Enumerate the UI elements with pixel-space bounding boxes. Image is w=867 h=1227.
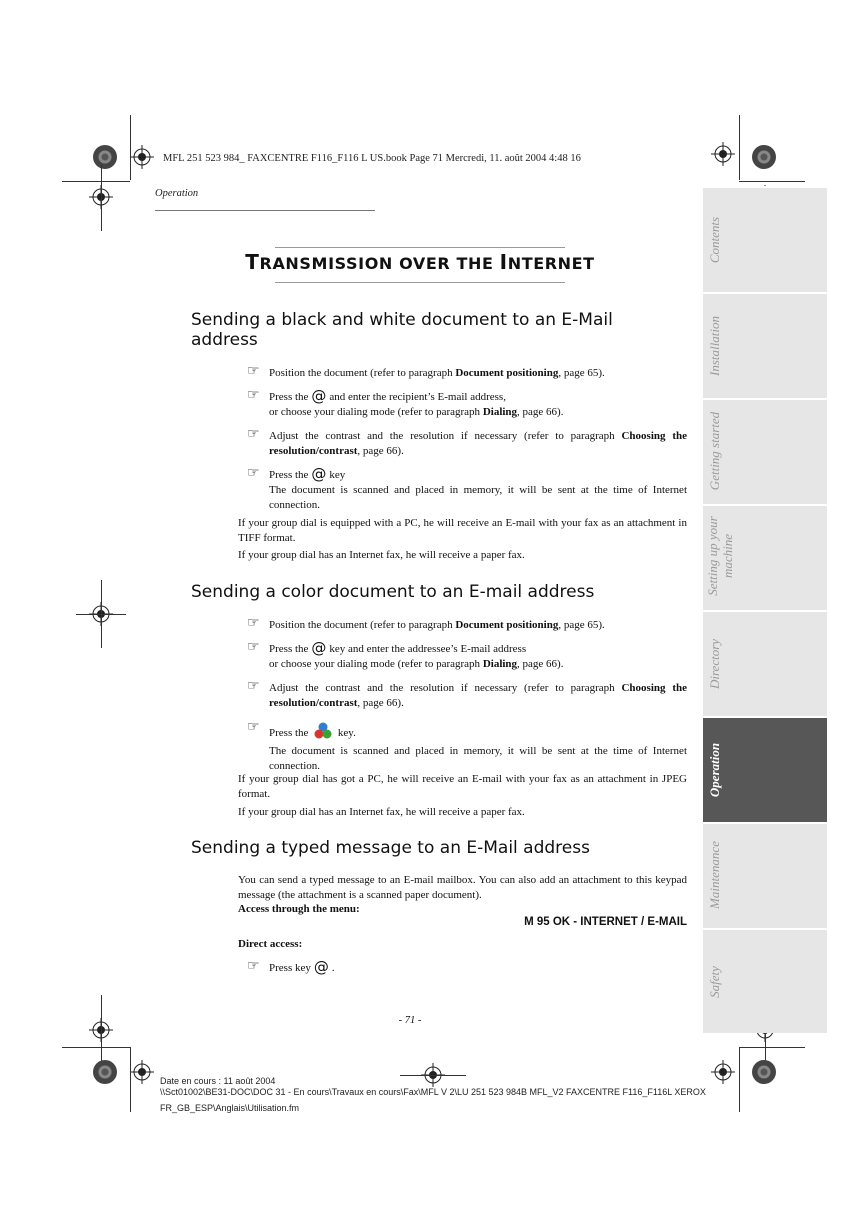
paragraph-internet-fax: If your group dial has an Internet fax, he will receive a paper fax.: [238, 806, 525, 818]
pointing-hand-icon: ☞: [247, 426, 260, 442]
step-position-document: ☞ Position the document (refer to paragraph Document positioning, page 65).: [247, 615, 605, 631]
tab-operation[interactable]: Operation: [703, 716, 827, 822]
header-rule: [155, 210, 375, 211]
pointing-hand-icon: ☞: [247, 465, 260, 481]
chapter-title: TRANSMISSION OVER THE INTERNET: [245, 250, 595, 274]
registration-wheel-icon: [93, 1060, 117, 1084]
section-title-bw-email: Sending a black and white document to an E-Mail address: [191, 310, 613, 350]
tab-safety[interactable]: Safety: [703, 928, 827, 1033]
paragraph-pc-recipient: If your group dial is equipped with a PC, he will receive an E-mail with your fax as an attachment in TIFF format.: [238, 517, 687, 544]
at-key-icon: @: [311, 465, 327, 483]
page-number: - 71 -: [398, 1015, 422, 1026]
section-title-typed-message: Sending a typed message to an E-Mail address: [191, 838, 590, 858]
paragraph-typed-message: You can send a typed message to an E-mail mailbox. You can also add an attachment to this keypad message (the attachment is a scanned paper document).: [238, 874, 687, 901]
registration-mark-icon: [130, 145, 154, 169]
at-key-icon: @: [311, 639, 327, 657]
title-rule-top: [275, 247, 565, 248]
registration-mark-icon: [711, 1060, 735, 1084]
step-press-at-key: ☞ Press key @ .: [247, 958, 335, 976]
color-key-icon: [313, 722, 333, 740]
running-head: Operation: [155, 188, 199, 199]
pointing-hand-icon: ☞: [247, 639, 260, 655]
step-press-at-key: ☞ Press the @ key and enter the addressee’s E-mail address or choose your dialing mode (refer to paragraph Dialing, page 66).: [247, 639, 564, 670]
registration-mark-icon: [711, 142, 735, 166]
paragraph-pc-recipient: If your group dial has got a PC, he will receive an E-mail with your fax as an attachment in JPEG format.: [238, 773, 687, 800]
at-key-icon: @: [311, 387, 327, 405]
step-position-document: ☞ Position the document (refer to paragraph Document positioning, page 65).: [247, 363, 605, 379]
book-header: MFL 251 523 984_ FAXCENTRE F116_F116 L US.book Page 71 Mercredi, 11. août 2004 4:48 16: [163, 153, 581, 164]
pointing-hand-icon: ☞: [247, 615, 260, 631]
registration-wheel-icon: [752, 145, 776, 169]
footer-path: \\Sct01002\BE31-DOC\DOC 31 - En cours\Travaux en cours\Fax\MFL V 2\LU 251 523 984B MFL_V2 FAXCENTRE F116_F116L XEROX: [160, 1087, 706, 1097]
menu-path: M 95 OK - INTERNET / E-MAIL: [524, 916, 687, 928]
registration-wheel-icon: [752, 1060, 776, 1084]
menu-access-label: Access through the menu:: [238, 903, 360, 915]
registration-wheel-icon: [93, 145, 117, 169]
tab-directory[interactable]: Directory: [703, 610, 827, 716]
pointing-hand-icon: ☞: [247, 678, 260, 694]
footer-date: Date en cours : 11 août 2004: [160, 1076, 276, 1086]
tab-setting-up[interactable]: Setting up your machine: [703, 504, 827, 610]
footer-file: FR_GB_ESP\Anglais\Utilisation.fm: [160, 1103, 300, 1113]
tab-contents[interactable]: Contents: [703, 186, 827, 292]
pointing-hand-icon: ☞: [247, 387, 260, 403]
section-title-color-email: Sending a color document to an E-mail address: [191, 582, 595, 602]
pointing-hand-icon: ☞: [247, 363, 260, 379]
direct-access-label: Direct access:: [238, 938, 303, 950]
tab-installation[interactable]: Installation: [703, 292, 827, 398]
step-adjust-contrast: ☞ Adjust the contrast and the resolution if necessary (refer to paragraph Choosing the resolution/contrast, page 66).: [247, 426, 687, 457]
pointing-hand-icon: ☞: [247, 719, 260, 735]
step-adjust-contrast: ☞ Adjust the contrast and the resolution if necessary (refer to paragraph Choosing the resolution/contrast, page 66).: [247, 678, 687, 709]
at-key-icon: @: [313, 958, 329, 976]
registration-mark-icon: [130, 1060, 154, 1084]
title-rule-bottom: [275, 282, 565, 283]
tab-maintenance[interactable]: Maintenance: [703, 822, 827, 928]
pointing-hand-icon: ☞: [247, 958, 260, 974]
step-press-at-key: ☞ Press the @ and enter the recipient’s E-mail address, or choose your dialing mode (refer to paragraph Dialing, page 66).: [247, 387, 564, 418]
tab-getting-started[interactable]: Getting started: [703, 398, 827, 504]
paragraph-internet-fax: If your group dial has an Internet fax, he will receive a paper fax.: [238, 549, 525, 561]
step-press-color-key: ☞ Press the key. The document is scanned and placed in memory, it will be sent at the time of Internet connection.: [247, 719, 687, 772]
step-press-at-key-send: ☞ Press the @ key The document is scanned and placed in memory, it will be sent at the time of Internet connection.: [247, 465, 687, 511]
